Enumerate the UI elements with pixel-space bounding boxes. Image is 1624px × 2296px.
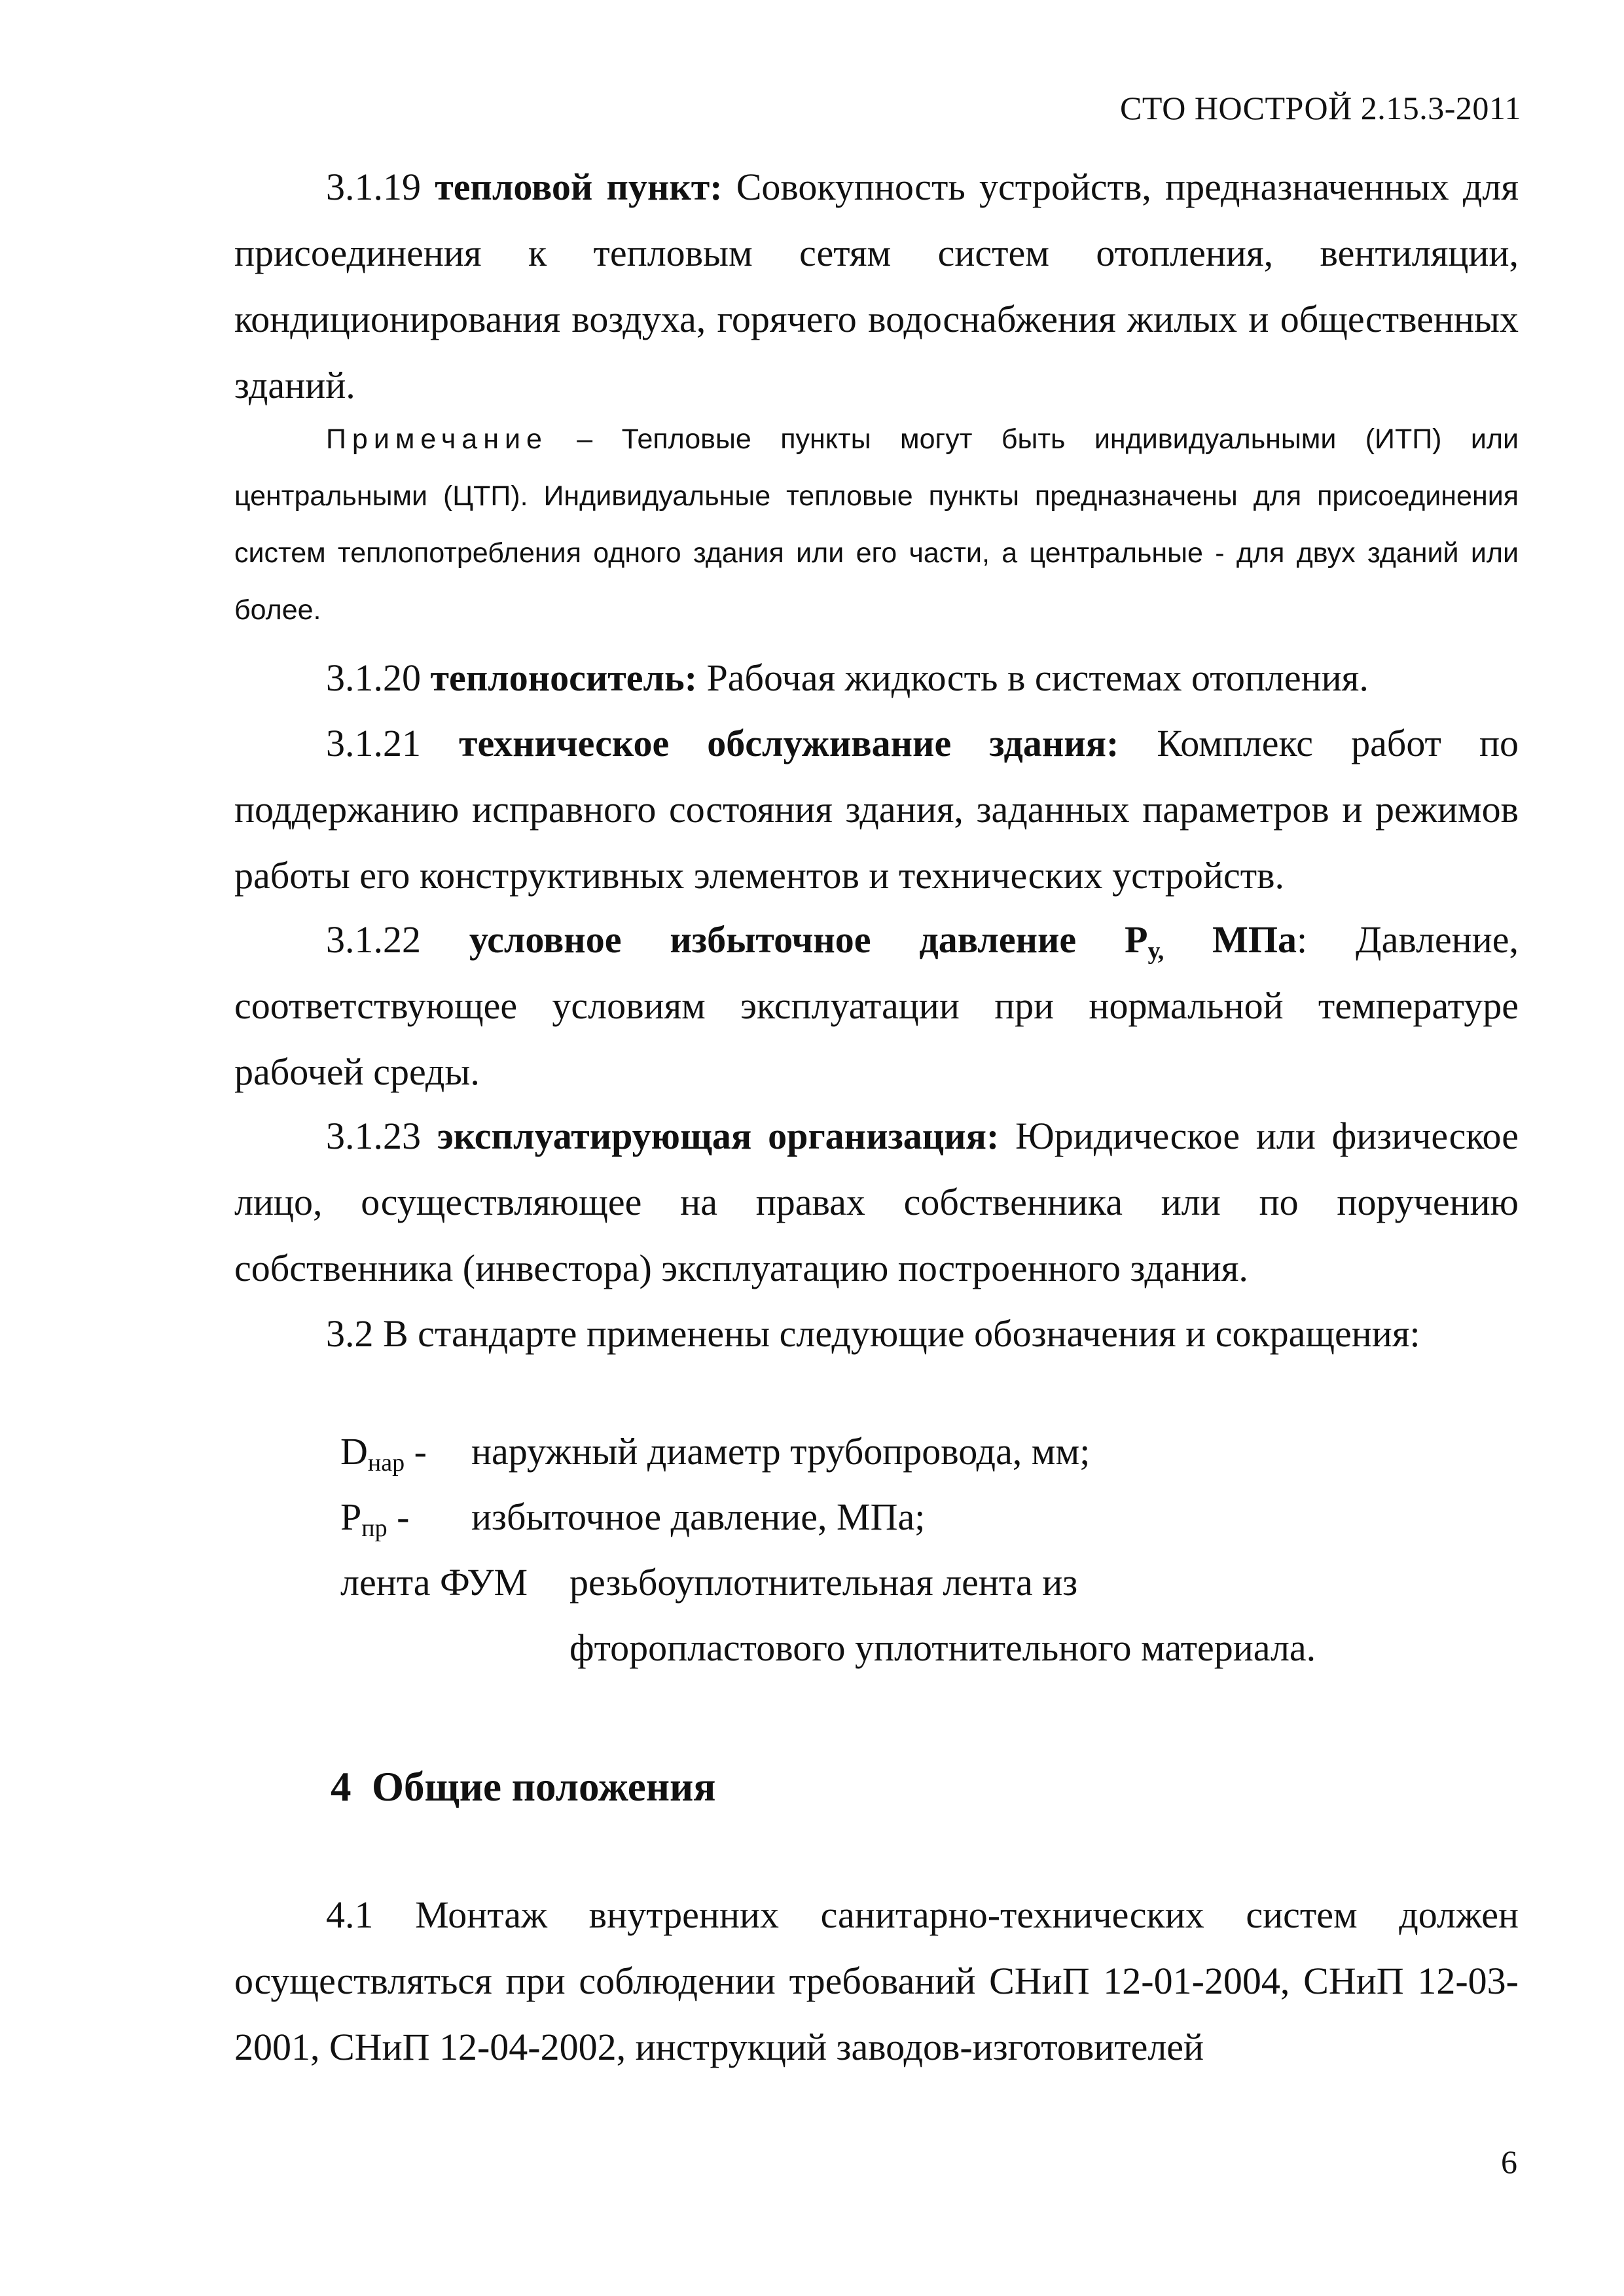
definition-text: Юридическое или физическое лицо, осуществляющее на правах собственника или по поручению собственника (инвестора) эксплуатацию построенного здания. [234,1115,1519,1289]
section-number: 4 [331,1764,352,1810]
definition-3-1-20 [234,645,1519,711]
abbreviation-row [340,1491,1453,1543]
clause-number: 3.1.21 [326,722,421,764]
definition-3-1-22 [234,906,1519,1105]
definition-3-1-23 [234,1103,1519,1301]
definition-text: Совокупность устройств, предназначенных для присоединения к тепловым сетям систем отопления, вентиляции, кондиционирования воздуха, горячего водоснабжения жилых и общественных зданий. [234,166,1519,406]
clause-3-2: 3.2 В стандарте применены следующие обозначения и сокращения: [326,1312,1420,1355]
clause-number: 3.1.22 [326,918,421,961]
page-number: 6 [1501,2144,1517,2180]
section-heading [331,1757,715,1816]
abbreviation-row [340,1426,1453,1478]
abbreviation-definition: наружный диаметр трубопровода, мм; [471,1430,1091,1473]
defined-term: эксплуатирующая организация: [437,1115,1000,1157]
clause-4-1: 4.1 Монтаж внутренних санитарно-технических систем должен осуществляться при соблюдении требований СНиП 12-01-2004, СНиП 12-03-2001, СНиП 12-04-2002, инструкций заводов-изготовителей [234,1893,1519,2068]
defined-term: тепловой пункт: [435,166,723,208]
defined-term: условное избыточное давление [469,918,1077,961]
clause-number: 3.1.20 [326,656,421,699]
note-block [234,411,1519,639]
defined-term: теплоноситель: [430,656,698,699]
abbreviation-row [340,1556,1453,1674]
note-text: – Тепловые пункты могут быть индивидуальными (ИТП) или центральными (ЦТП). Индивидуальные тепловые пункты предназначены для присоединения систем теплопотребления одного здания или его части, а центральные - для двух зданий или более. [234,423,1519,626]
definition-text: Рабочая жидкость в системах отопления. [706,656,1369,699]
defined-term: техническое обслуживание здания: [459,722,1119,764]
note-label: Примечание [326,423,548,455]
clause-number: 3.1.23 [326,1115,421,1157]
section-title-text: Общие положения [372,1764,716,1810]
abbreviation-definition-continued: фторопластового уплотнительного материала. [569,1626,1316,1669]
definition-3-1-19 [234,154,1519,418]
abbreviation-definition: избыточное давление, МПа; [471,1496,926,1538]
abbreviation-term: лента ФУМ [340,1561,528,1604]
term-symbol: $Р_{у,}$ [1125,918,1164,965]
document-header: СТО НОСТРОЙ 2.15.3-2011 [1120,90,1521,126]
term-unit: МПа [1212,918,1297,961]
abbreviation-term: $Р_{пр}$ - [340,1496,410,1542]
clause-number: 3.1.19 [326,166,421,208]
definition-3-1-21 [234,710,1519,908]
abbreviation-definition: резьбоуплотнительная лента из [569,1561,1078,1604]
definition-text: Комплекс работ по поддержанию исправного состояния здания, заданных параметров и режимов работы его конструктивных элементов и технических устройств. [234,722,1519,897]
abbreviation-term: $D_{нар}$ - [340,1430,427,1477]
definition-text: : Давление, соответствующее условиям эксплуатации при нормальной температуре рабочей среды. [234,918,1519,1093]
